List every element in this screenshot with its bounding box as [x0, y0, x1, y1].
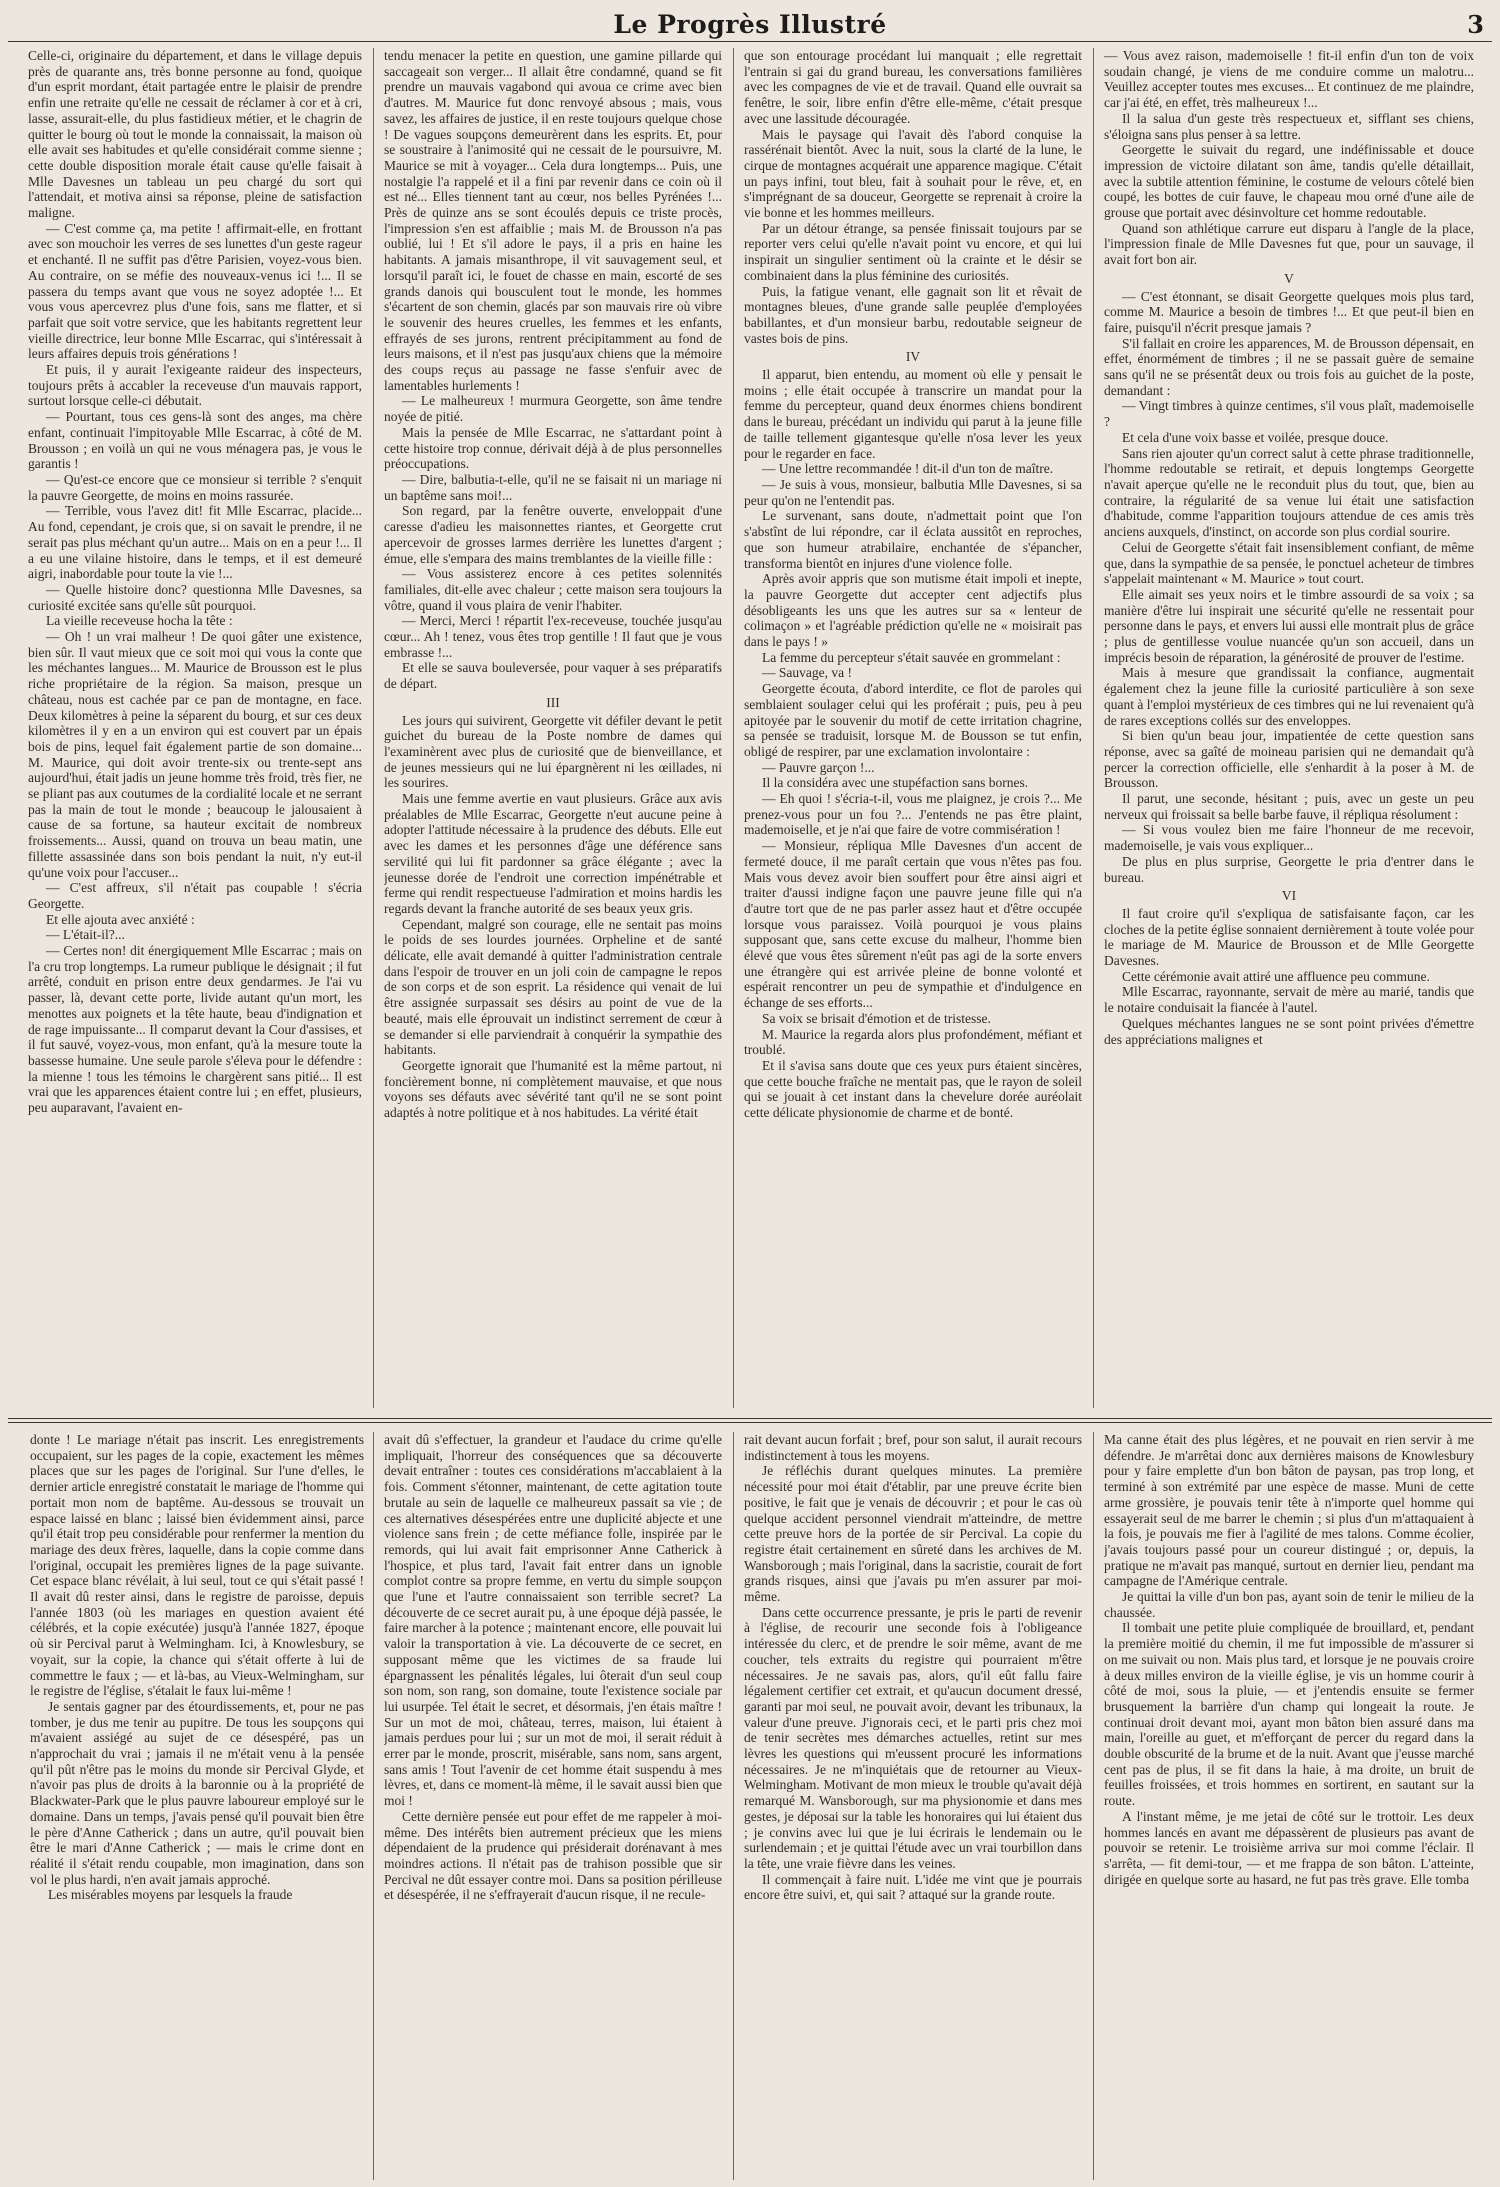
paragraph: Le survenant, sans doute, n'admettait point que l'on s'abstînt de lui répondre, car il éclata aussitôt en reproches, que son humeur atrabilaire, enchantée de s'épancher, transforma bientôt en injures d'une violence folle.	[744, 508, 1082, 571]
paragraph: Et il s'avisa sans doute que ces yeux purs étaient sincères, que cette bouche fraîche ne mentait pas, que le rayon de soleil qui se jouait à cet instant dans la chevelure dorée auréolait cette délicate physionomie de charme et de bonté.	[744, 1058, 1082, 1121]
feuilleton-rule	[8, 1418, 1492, 1423]
paragraph: Georgette le suivait du regard, une indéfinissable et douce impression de victoire dilatant son âme, tandis qu'elle détaillait, avec la subtile attention féminine, le costume de velours côtelé bien coupé, les bottes de cuir fauve, le chapeau mou orné d'une aile de grouse que portait avec désinvolture cet homme redoutable.	[1104, 142, 1474, 221]
paragraph: S'il fallait en croire les apparences, M. de Brousson dépensait, en effet, énormément de timbres ; il ne se passait guère de semaine sans qu'il ne se présentât deux ou trois fois au guichet de la poste, demandant :	[1104, 335, 1474, 398]
masthead: Le Progrès Illustré	[613, 10, 887, 39]
paragraph: — Certes non! dit énergiquement Mlle Escarrac ; mais on l'a cru trop longtemps. La rumeur publique le désignait ; il fut arrêté, conduit en prison entre deux gendarmes. Je l'ai vu passer, là, devant cette porte, livide autant qu'un mort, les menottes aux poignets et la tête haute, beau d'indignation et de rage impuissante... Il comparut devant la Cour d'assises, et il fut sauvé, voyez-vous, mon enfant, qu'à la mesure toute la bassesse humaine. Une seule parole s'éleva pour le défendre : la mienne ! tous les témoins le chargèrent sans pitié... Il est vrai que les apparences étaient contre lui ; en effet, plusieurs, peu auparavant, l'avaient en-	[28, 943, 362, 1116]
paragraph: Et elle ajouta avec anxiété :	[46, 911, 195, 927]
header-rule	[8, 41, 1492, 42]
paragraph: — C'est affreux, s'il n'était pas coupable ! s'écria Georgette.	[28, 880, 362, 911]
column-divider	[733, 48, 734, 1408]
paragraph: Mais le paysage qui l'avait dès l'abord conquise la rassérénait bientôt. Avec la nuit, sous la clarté de la lune, le cirque de montagnes acquérait une apparence magique. C'était un pays infini, tout bleu, fait à souhait pour le rêve, et, en s'imprégnant de sa douceur, Georgette se reprenait à croire la vie bonne et les hommes meilleurs.	[744, 126, 1082, 221]
page-number: 3	[1467, 10, 1484, 39]
paragraph: Quand son athlétique carrure eut disparu à l'angle de la place, l'impression finale de Mlle Davesnes fut que, pour un sauvage, il avait fort bon air.	[1104, 220, 1474, 268]
column-divider	[1093, 1432, 1094, 2180]
paragraph: — Vous assisterez encore à ces petites solennités familiales, dit-elle avec chaleur ; cette maison sera toujours la vôtre, quand il vous plaira de venir l'habiter.	[384, 566, 722, 613]
paragraph: Il tombait une petite pluie compliquée de brouillard, et, pendant la première moitié du chemin, il me fut impossible de m'assurer si on me suivait ou non. Mais plus tard, et lorsque je ne pouvais croire à deux milles environ de la vieille église, je vis un homme courir à côté de moi, sous la pluie, — et j'entendis ensuite se fermer brusquement la barrière d'un champ qui longeait la route. Je continuai droit devant moi, ayant mon bâton bien assuré dans ma main, l'oreille au guet, et m'efforçant de percer du regard dans la double obscurité de la brume et de la nuit. Avant que j'eusse marché cent pas de plus, il se fit dans la haie, à ma droite, un bruit de feuilles froissées, et trois hommes en sortirent, en sautant sur la route.	[1104, 1620, 1474, 1809]
paragraph: donte ! Le mariage n'était pas inscrit. Les enregistrements occupaient, sur les pages de la copie, exactement les mêmes places que sur les pages de l'original. Sur l'une d'elles, le dernier article enregistré constatait le mariage de l'homme qui portait mon nom de baptême. Au-dessous se trouvait un espace laissé en blanc ; laissé bien évidemment ainsi, parce qu'il était trop peu considérable pour renfermer la mention du mariage des deux frères, laquelle, dans la copie comme dans l'original, occupait les premières lignes de la page suivante. Cet espace blanc révélait, à lui seul, tout ce qui s'était passé ! Il avait dû rester ainsi, dans le registre de paroisse, depuis l'année 1803 (où les mariages en question avaient été célébrés, et la copie exécutée) jusqu'à l'année 1827, époque où sir Percival parut à Welmingham. Ici, à Knowlesbury, se voyait, sur la copie, la chance qui s'était offerte à lui de commettre le faux ; — et là-bas, au Vieux-Welmingham, sur le registre de l'église, s'étalait le faux lui-même !	[30, 1432, 364, 1699]
paragraph: Mais une femme avertie en vaut plusieurs. Grâce aux avis préalables de Mlle Escarrac, Georgette n'eut aucune peine à adopter l'attitude nécessaire à la prudence des débuts. Elle eut avec les dames et les personnes d'âge une déférence sans servilité qui lui fit pardonner sa grâce élégante ; avec la jeunesse dorée de l'endroit une correction impénétrable et ferme qui rendit respectueuse l'admiration et moins hardis les regards devant la franche autorité de ses beaux yeux gris.	[384, 791, 722, 916]
paragraph: — L'était-il?...	[46, 927, 125, 943]
top-column-2	[384, 48, 722, 1408]
paragraph: Les jours qui suivirent, Georgette vit défiler devant le petit guichet du bureau de la Poste nombre de dames qui l'examinèrent avec plus de curiosité que de bienveillance, et de jeunes messieurs qui ne lui épargnèrent ni les œillades, ni les sourires.	[384, 712, 722, 791]
paragraph: — Eh quoi ! s'écria-t-il, vous me plaignez, je crois ?... Me prenez-vous pour un fou ?... J'entends ne pas être plaint, mademoiselle, et je n'ai que faire de votre commisération !	[744, 791, 1082, 838]
paragraph: Puis, la fatigue venant, elle gagnait son lit et rêvait de montagnes bleues, d'une grande salle peuplée d'employées babillantes, et d'un monsieur barbu, redoutable seigneur de vastes bois de pins.	[744, 283, 1082, 346]
column-divider	[373, 1432, 374, 2180]
column-divider	[1093, 48, 1094, 1408]
paragraph: Cependant, malgré son courage, elle ne sentait pas moins le poids de ses lourdes journées. Orpheline et de santé délicate, elle avait demandé à quitter l'administration centrale dans l'espoir de trouver en un joli coin de campagne le repos de son corps et de son esprit. La résidence qui venait de lui être assignée surpassait ses désirs au point de vue de la beauté, mais elle éprouvait un indistinct serrement de cœur à se demander si elle parviendrait à conquérir la sympathie des habitants.	[384, 916, 722, 1058]
paragraph: Georgette ignorait que l'humanité est la même partout, ni foncièrement bonne, ni complètement mauvaise, et que nous voyons ses défauts avec sévérité tant qu'il ne se sont point adaptés à notre politique et à nos habitudes. La vérité était	[384, 1058, 722, 1121]
paragraph: Les misérables moyens par lesquels la fraude	[48, 1887, 293, 1903]
paragraph: Quelques méchantes langues ne se sont point privées d'émettre des appréciations malignes et	[1104, 1015, 1474, 1047]
section-number: III	[546, 694, 560, 710]
paragraph: — Vingt timbres à quinze centimes, s'il vous plaît, mademoiselle ?	[1104, 398, 1474, 430]
paragraph: Elle aimait ses yeux noirs et le timbre assourdi de sa voix ; sa manière d'être lui inspirait une sécurité qu'elle ne ressentait pour personne dans le pays, et envers lui aussi elle montrait plus de grâce ; plus de gentillesse voulue nuancée qu'un son accueil, dans un imprécis besoin de réparation, la générosité de prouver de l'estime.	[1104, 586, 1474, 665]
paragraph: Mais à mesure que grandissait la confiance, augmentait également chez la jeune fille la curiosité particulière à son sexe quant à l'emploi mystérieux de ces timbres qui ne lui revenaient qu'à de rares exceptions collés sur des enveloppes.	[1104, 665, 1474, 728]
paragraph: avait dû s'effectuer, la grandeur et l'audace du crime qu'elle impliquait, l'horreur des conséquences que sa découverte devait entraîner : toutes ces considérations m'accablaient à la fois. Comment s'étonner, maintenant, de cette agitation toute brutale au sein de laquelle ce malheureux passait sa vie ; de ces alternatives désespérées entre une duplicité abjecte et une violence sans frein ; de cette méfiance folle, inspirée par le remords, qui lui avait fait emprisonner Anne Catherick à l'hospice, et plus tard, l'avait fait entrer dans un ignoble complot contre sa propre femme, en vertu du simple soupçon que l'une et l'autre connaissaient son terrible secret? La découverte de ce secret aurait pu, à une époque déjà passée, le faire marcher à la potence ; maintenant encore, elle pouvait lui valoir la transportation à vie. La découverte de ce secret, en supposant même que les victimes de sa fraude lui épargnassent les pénalités légales, lui ôterait d'un seul coup son nom, son rang, son domaine, toute l'existence sociale par lui usurpée. Tel était le secret, et désormais, j'en étais maître ! Sur un mot de moi, château, terres, maison, lui étaient à jamais perdues pour lui ; sur un mot de moi, il serait réduit à errer par le monde, proscrit, misérable, sans nom, sans argent, sans amis ! Tout l'avenir de cet homme était suspendu à mes lèvres, et, dans ce moment-là même, il le savait aussi bien que moi !	[384, 1432, 722, 1809]
paragraph: — Monsieur, répliqua Mlle Davesnes d'un accent de fermeté douce, il me paraît certain que vous n'êtes pas fou. Mais vous devez avoir bien souffert pour être ainsi aigri et traiter d'aussi indigne façon une pauvre jeune fille qui n'a d'autre tort que de ne pas parler assez haut et d'être occupée lorsque vous paraissez. Voilà pourquoi je vous plains supposant que, sans cette excuse du malheur, l'homme bien élevé que vous êtes sûrement n'eût pas agi de la sorte envers une étrangère qui est arrivée pleine de bonne volonté et espérait rencontrer un peu de sympathie et d'indulgence en échange de ses efforts...	[744, 838, 1082, 1011]
paragraph: Mais la pensée de Mlle Escarrac, ne s'attardant point à cette histoire trop connue, dérivait déjà à de plus personnelles préoccupations.	[384, 424, 722, 472]
paragraph: — Pourtant, tous ces gens-là sont des anges, ma chère enfant, continuait l'impitoyable Mlle Escarrac, à côté de M. Brousson ; en voilà un qui ne vous ménagera pas, je vous le garantis !	[28, 409, 362, 472]
paragraph: Et cela d'une voix basse et voilée, presque douce.	[1122, 429, 1389, 445]
paragraph: Je réfléchis durant quelques minutes. La première nécessité pour moi était d'établir, par une preuve écrite bien positive, le fait que je venais de découvrir ; et pour le cas où quelque accident personnel viendrait m'atteindre, de mettre cette preuve hors de la portée de sir Percival. La copie du registre était certainement en sûreté dans les archives de M. Wansborough ; mais l'original, dans la sacristie, courait de fort grands risques, ainsi que j'avais pu m'en assurer par moi-même.	[744, 1463, 1082, 1605]
paragraph: — Sauvage, va !	[762, 665, 852, 681]
paragraph: — Merci, Merci ! répartit l'ex-receveuse, touchée jusqu'au cœur... Ah ! tenez, vous êtes trop gentille ! Il faut que je vous embrasse !...	[384, 613, 722, 660]
paragraph: La vieille receveuse hocha la tête :	[46, 613, 233, 629]
paragraph: Son regard, par la fenêtre ouverte, enveloppait d'une caresse d'adieu les maisonnettes riantes, et Georgette crut apercevoir de grosses larmes derrière les lunettes d'argent ; émue, elle s'empara des mains tremblantes de la vieille fille :	[384, 503, 722, 566]
paragraph: Il parut, une seconde, hésitant ; puis, avec un geste un peu nerveux qui froissait sa belle barbe fauve, il répliqua résolument :	[1104, 791, 1474, 822]
paragraph: — Vous avez raison, mademoiselle ! fit-il enfin d'un ton de voix soudain changé, je viens de me conduire comme un malotru... Veuillez accepter toutes mes excuses... Et continuez de me plaindre, car j'ai été, en effet, très malheureux !...	[1104, 48, 1474, 111]
paragraph: Et puis, il y aurait l'exigeante raideur des inspecteurs, toujours prêts à accabler la receveuse d'un mauvais rapport, surtout lorsque celle-ci débutait.	[28, 362, 362, 409]
paragraph: — Une lettre recommandée ! dit-il d'un ton de maître.	[762, 461, 1054, 477]
paragraph: Celui de Georgette s'était fait insensiblement confiant, de même que, dans la sympathie de sa pensée, le ponctuel acheteur de timbres s'appelait maintenant « M. Maurice » tout court.	[1104, 539, 1474, 587]
paragraph: Celle-ci, originaire du département, et dans le village depuis près de quarante ans, très bonne personne au fond, quoique d'un esprit mordant, était partagée entre le plaisir de prendre enfin une retraite qu'elle ne cessait de réclamer à cor et à cri, lasse, assurait-elle, du plus fastidieux métier, et le chagrin de quitter le bourg où tout le monde la connaissait, la maison où elle avait ses habitudes et qu'elle considérait comme sienne ; cette double disposition morale était cause qu'elle faisait à Mlle Davesnes un tableau un peu chargé du sort qui l'attendait, et motiva ainsi sa réponse, pleine de satisfaction maligne.	[28, 48, 362, 221]
paragraph: Sa voix se brisait d'émotion et de tristesse.	[762, 1010, 991, 1026]
paragraph: Ma canne était des plus légères, et ne pouvait en rien servir à me défendre. Je m'arrêtai donc aux dernières maisons de Knowlesbury pour y faire emplette d'un bon bâton de paysan, pas trop long, et terminé à son extrémité par une espèce de masse. Muni de cette arme grossière, je pouvais tenir tête à n'importe quel homme qui essayerait seul de me barrer le chemin ; si plus d'un m'attaquaient à la fois, je pouvais me fier à l'agilité de mes talons. Comme écolier, j'avais toujours passé pour un coureur distingué ; or, depuis, la pratique ne m'avait pas manqué, surtout en dernier lieu, pendant ma campagne de l'Amérique centrale.	[1104, 1432, 1474, 1589]
bottom-column-4	[1104, 1432, 1474, 2180]
paragraph: Il la salua d'un geste très respectueux et, sifflant ses chiens, s'éloigna sans plus penser à sa lettre.	[1104, 110, 1474, 142]
paragraph: — Qu'est-ce encore que ce monsieur si terrible ? s'enquit la pauvre Georgette, de moins en moins rassurée.	[28, 471, 362, 503]
paragraph: — Dire, balbutia-t-elle, qu'il ne se faisait ni un mariage ni un baptême sans moi!...	[384, 471, 722, 503]
bottom-column-3	[744, 1432, 1082, 2180]
paragraph: Si bien qu'un beau jour, impatientée de cette question sans réponse, avec sa gaîté de moineau parisien qui ne demandait qu'à percer la correction officielle, elle s'enhardit à la poser à M. de Brousson.	[1104, 728, 1474, 791]
paragraph: — Je suis à vous, monsieur, balbutia Mlle Davesnes, si sa peur qu'on ne l'entendit pas.	[744, 476, 1082, 508]
paragraph: Dans cette occurrence pressante, je pris le parti de revenir à l'église, de recourir une seconde fois à l'obligeance intéressée du clerc, et de prendre le soir même, avant de me coucher, tels extraits du registre qui pourraient m'être nécessaires. Je ne savais pas, alors, qu'il eût fallu faire légalement certifier cet extrait, et qu'aucun document dressé, garanti par moi seul, ne pouvait avoir, devant les tribunaux, la valeur d'une preuve. J'ignorais ceci, et le parti pris chez moi de tenir secrètes mes démarches actuelles, retint sur mes lèvres les questions qui m'eussent procuré les informations nécessaires. Je ne m'inquiétais que de retourner au Vieux-Welmingham. Motivant de mon mieux le trouble qu'avait déjà remarqué M. Wansborough, sur ma physionomie et dans mes gestes, je déposai sur la table les honoraires qui lui étaient dus ; je convins avec lui que je lui écrirais le lendemain ou le surlendemain ; et je quittai l'étude avec un vrai tourbillon dans la tête, une vraie fièvre dans les veines.	[744, 1604, 1082, 1871]
paragraph: — C'est comme ça, ma petite ! affirmait-elle, en frottant avec son mouchoir les verres de ses lunettes d'un geste rageur et enchanté. Il ne suffit pas d'être Parisien, voyez-vous bien. Au contraire, on se méfie des nouveaux-venus ici !... Il se passera du temps avant que vous ne soyez adoptée !... Et vous vous apercevrez plus d'une fois, sans me flatter, et si parfait que soit votre service, que les habitants regrettent leur vieille directrice, leur bonne Mlle Escarrac, qui s'intéressait à leurs affaires depuis trois générations !	[28, 220, 362, 362]
bottom-column-1	[30, 1432, 364, 2180]
paragraph: — Terrible, vous l'avez dit! fit Mlle Escarrac, placide... Au fond, cependant, je crois que, si on savait le prendre, il ne serait pas plus méchant qu'un autre... Mais on en a peur !... Il a eu une vilaine histoire, dans le temps, et il est demeuré aigri, inabordable pour toute la vie !...	[28, 503, 362, 582]
paragraph: Après avoir appris que son mutisme était impoli et inepte, la pauvre Georgette dut accepter cent adjectifs plus désobligeants les uns que les autres sur sa « lenteur de colimaçon » et l'agréable prédiction qu'elle ne « moisirait pas dans le pays ! »	[744, 571, 1082, 650]
paragraph: Cette dernière pensée eut pour effet de me rappeler à moi-même. Des intérêts bien autrement précieux que les miens dépendaient de la prudence qui présiderait dorénavant à mes moindres actions. Il n'était pas de trahison possible que sir Percival ne dût essayer contre moi. Dans sa position périlleuse et désespérée, il ne s'effrayerait d'aucun risque, il ne recule-	[384, 1808, 722, 1903]
paragraph: — Pauvre garçon !...	[762, 759, 875, 775]
paragraph: A l'instant même, je me jetai de côté sur le trottoir. Les deux hommes lancés en avant me dépassèrent de plusieurs pas avant de pouvoir se retenir. Le troisième arriva sur moi comme l'éclair. Il s'arrêta, — fit demi-tour, — et me frappa de son bâton. L'atteinte, dirigée en quelque sorte au hasard, ne fut pas très grave. Elle tomba	[1104, 1808, 1474, 1887]
paragraph: que son entourage procédant lui manquait ; elle regrettait l'entrain si gai du grand bureau, les conversations familières avec les compagnes de vie et de travail. Quand elle ouvrait sa fenêtre, le soir, libre enfin d'être elle-même, c'était presque avec une lassitude découragée.	[744, 48, 1082, 126]
paragraph: — Si vous voulez bien me faire l'honneur de me recevoir, mademoiselle, je vais vous expliquer...	[1104, 822, 1474, 854]
section-number: V	[1284, 270, 1294, 286]
column-divider	[733, 1432, 734, 2180]
paragraph: Georgette écouta, d'abord interdite, ce flot de paroles qui semblaient soulager celui qui les proférait ; puis, peu à peu apitoyée par le souvenir du motif de cette irritation chagrine, sa pensée se traduisit, lorsque M. de Bousson se tut enfin, obligé de respirer, par une exclamation involontaire :	[744, 681, 1082, 759]
top-column-1	[28, 48, 362, 1408]
section-number: IV	[905, 349, 921, 365]
paragraph: Je quittai la ville d'un bon pas, ayant soin de tenir le milieu de la chaussée.	[1104, 1589, 1474, 1620]
column-divider	[373, 48, 374, 1408]
paragraph: De plus en plus surprise, Georgette le pria d'entrer dans le bureau.	[1104, 853, 1474, 885]
paragraph: — Quelle histoire donc? questionna Mlle Davesnes, sa curiosité excitée sans qu'elle sût pourquoi.	[28, 581, 362, 613]
paragraph: Sans rien ajouter qu'un correct salut à cette phrase traditionnelle, l'homme redoutable se retirait, et depuis longtemps Georgette n'avait aperçue qu'elle ne le reconduit plus du tout, que, bien au contraire, la régularité de sa venue lui était une satisfaction d'habitude, comme l'apparition toujours attendue de ces amis très anciens auxquels, d'instinct, on accorde son plus cordial sourire.	[1104, 445, 1474, 540]
paragraph: Il la considéra avec une stupéfaction sans bornes.	[762, 775, 1029, 791]
paragraph: Il commençait à faire nuit. L'idée me vint que je pourrais encore être suivi, et, qui sait ? attaqué sur la grande route.	[744, 1871, 1082, 1903]
paragraph: M. Maurice la regarda alors plus profondément, méfiant et troublé.	[744, 1026, 1082, 1058]
page-header	[0, 6, 1500, 40]
paragraph: Il faut croire qu'il s'expliqua de satisfaisante façon, car les cloches de la petite église sonnaient dernièrement à toute volée pour le mariage de M. Maurice de Brousson et de Mlle Georgette Davesnes.	[1104, 905, 1474, 969]
paragraph: Mlle Escarrac, rayonnante, servait de mère au marié, tandis que le notaire conduisait la fiancée à l'autel.	[1104, 984, 1474, 1016]
top-column-3	[744, 48, 1082, 1408]
paragraph: Il apparut, bien entendu, au moment où elle y pensait le moins ; elle était occupée à transcrire un mandat pour la femme du percepteur, quand deux énormes chiens bondirent dans le bureau, précédant un individu qui parut à la jeune fille de taille tellement gigantesque qu'elle n'osa lever les yeux pour le regarder en face.	[744, 367, 1082, 461]
paragraph: — Le malheureux ! murmura Georgette, son âme tendre noyée de pitié.	[384, 393, 722, 425]
paragraph: Par un détour étrange, sa pensée finissait toujours par se reporter vers celui qu'elle n'avait point vu encore, et qui lui inspirait un singulier sentiment où la crainte et le désir se combinaient dans la plus féminine des curiosités.	[744, 220, 1082, 283]
paragraph: Cette cérémonie avait attiré une affluence peu commune.	[1122, 968, 1430, 984]
paragraph: Je sentais gagner par des étourdissements, et, pour ne pas tomber, je dus me tenir au pupitre. De tous les soupçons qui m'avaient assiégé au sujet de ce désespéré, pas un n'approchait du vrai ; jamais il ne m'était venu à la pensée qu'il pût n'être pas le moins du monde sir Percival Glyde, et n'avoir pas plus de droits à la baronnie ou à la propriété de Blackwater-Park que le plus pauvre laboureur employé sur le domaine. Dans un temps, j'avais pensé qu'il pouvait bien être le père d'Anne Catherick ; dans un autre, qu'il pouvait bien être le mari d'Anne Catherick ; — mais le crime dont en réalité il s'était rendu coupable, mon imagination, dans son vol le plus hardi, n'en avait jamais approché.	[30, 1698, 364, 1887]
bottom-column-2	[384, 1432, 722, 2180]
paragraph: — C'est étonnant, se disait Georgette quelques mois plus tard, comme M. Maurice a besoin de timbres !... Et que peut-il bien en faire, puisqu'il n'écrit presque jamais ?	[1104, 288, 1474, 335]
section-number: VI	[1281, 888, 1297, 904]
top-column-4	[1104, 48, 1474, 1408]
paragraph: rait devant aucun forfait ; bref, pour son salut, il aurait recours indistinctement à tous les moyens.	[744, 1432, 1082, 1463]
paragraph: tendu menacer la petite en question, une gamine pillarde qui saccageait son verger... Il allait être condamné, quand se fit prendre un mauvais vagabond qui avoua ce crime avec bien d'autres. M. Maurice fut donc renvoyé absous ; mais, vous savez, les affaires de justice, il en reste toujours quelque chose ! De vagues soupçons demeurèrent dans les esprits. Et, pour se soustraire à l'animosité qui ne cessait de le poursuivre, M. Maurice se mit à voyager... Cela dura longtemps... Puis, une nostalgie l'a rappelé et il a fini par revenir dans ce coin où il est né... Elles tiennent tant au cœur, nos belles Pyrénées !... Près de quinze ans se sont écoulés depuis ce triste procès, l'impression s'en est affaiblie ; mais M. de Brousson n'a pas oublié, lui ! Et s'il adore le pays, il a pris en haine les habitants. A jamais misanthrope, il vit sauvagement seul, et lorsqu'il paraît ici, le fouet de chasse en main, escorté de ses grands danois qui bousculent tout le monde, les hommes s'écartent de son chemin, glacés par son mauvais rire où vibre le souvenir des heures cruelles, les femmes et les enfants, effrayés de ses jurons, rentrent précipitamment au fond de leurs maisons, et il n'est pas jusqu'aux chiens que la mémoire des coups reçus au passage ne fasse s'enfuir avec de lamentables hurlements !	[384, 48, 722, 393]
paragraph: — Oh ! un vrai malheur ! De quoi gâter une existence, bien sûr. Il vaut mieux que ce soit moi qui vous la conte que les méchantes langues... M. Maurice de Brousson est le plus riche propriétaire de la région. Sa maison, presque un château, nous est cachée par ce pan de montagne, en face. Deux kilomètres à peine la séparent du bourg, et sur ces deux kilomètres il y en a un environ qui est couvert par un épais bois de pins, lequel fait également partie de son domaine... M. Maurice, qui doit avoir trente-six ou trente-sept ans aujourd'hui, était jadis un jeune homme très froid, très fier, ne se pliant pas aux coutumes de la cordialité locale et ne serrant pas la main de tout le monde ; beaucoup le jalousaient à cause de sa fortune, sa hauteur excitait de nombreux froissements... Aussi, quand on trouva un beau matin, une fillette assassinée dans son bois pendant la nuit, n'y eut-il qu'une voix pour l'accuser...	[28, 629, 362, 880]
paragraph: Et elle se sauva bouleversée, pour vaquer à ses préparatifs de départ.	[384, 660, 722, 692]
paragraph: La femme du percepteur s'était sauvée en grommelant :	[762, 649, 1061, 665]
